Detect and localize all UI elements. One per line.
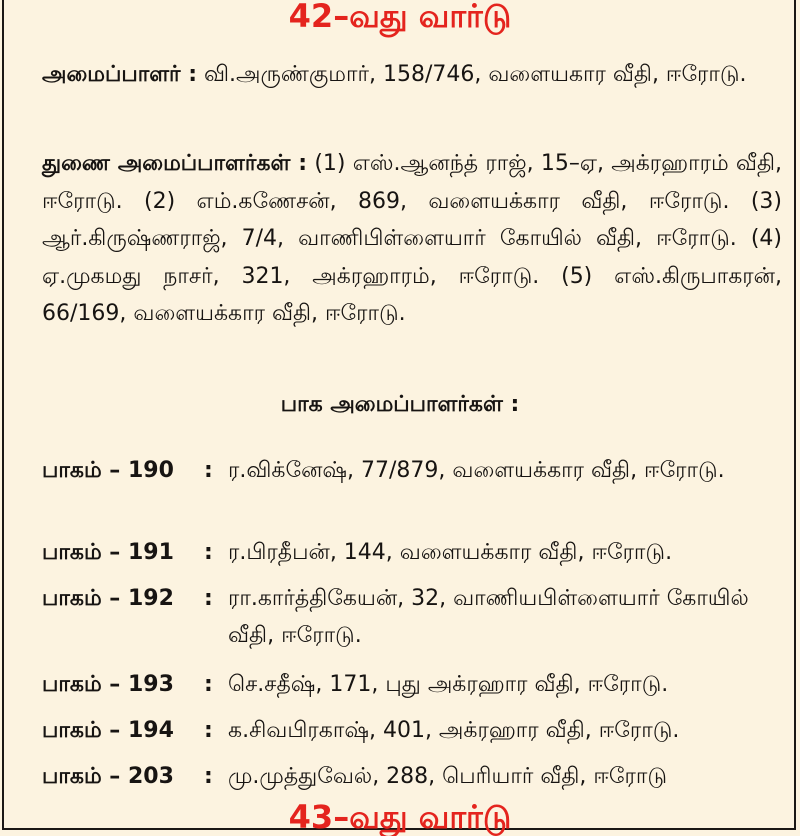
part-number: பாகம் – 192 bbox=[42, 586, 174, 611]
part-number: பாகம் – 194 bbox=[42, 718, 174, 743]
part-row bbox=[42, 712, 792, 749]
separator-colon: : bbox=[204, 672, 213, 697]
part-entry: மு.முத்துவேல், 288, பெரியார் வீதி, ஈரோடு bbox=[228, 764, 668, 789]
part-entry: செ.சதீஷ், 171, புது அக்ரஹார வீதி, ஈரோடு. bbox=[228, 672, 669, 697]
part-number: பாகம் – 203 bbox=[42, 764, 174, 789]
part-number: பாகம் – 190 bbox=[42, 458, 174, 483]
separator-colon: : bbox=[204, 718, 213, 743]
convener-label: அமைப்பாளர் : bbox=[42, 62, 198, 87]
part-conveners-heading: பாக அமைப்பாளர்கள் : bbox=[280, 392, 520, 417]
part-row bbox=[42, 758, 792, 795]
part-row bbox=[42, 580, 792, 654]
part-number: பாகம் – 191 bbox=[42, 540, 174, 565]
separator-colon: : bbox=[204, 540, 213, 565]
separator-colon: : bbox=[204, 458, 213, 483]
deputy-conveners-text: (1) எஸ்.ஆனந்த் ராஜ், 15–ஏ, அக்ரஹாரம் வீதி, ஈரோடு. (2) எம்.கணேசன், 869, வளையக்கார வீதி, ஈரோடு. (3) ஆர்.கிருஷ்ணராஜ், 7/4, வாணிபிள்ளையார் கோயில் வீதி, ஈரோடு. (4) ஏ.முகமது நாசர், 321, அக்ரஹாரம், ஈரோடு. (5) எஸ்.கிருபாகரன், 66/169, வளையக்கார வீதி, ஈரோடு. bbox=[42, 151, 782, 326]
convener-paragraph bbox=[42, 56, 782, 94]
part-entry: ரா.கார்த்திகேயன், 32, வாணியபிள்ளையார் கோயில் வீதி, ஈரோடு. bbox=[228, 586, 749, 648]
part-entry: ர.பிரதீபன், 144, வளையக்கார வீதி, ஈரோடு. bbox=[228, 540, 673, 565]
next-ward-heading: 43–வது வார்டு bbox=[288, 798, 512, 836]
deputy-conveners-paragraph bbox=[42, 145, 782, 333]
part-number: பாகம் – 193 bbox=[42, 672, 174, 697]
separator-colon: : bbox=[204, 764, 213, 789]
separator-colon: : bbox=[204, 586, 213, 611]
part-row bbox=[42, 666, 792, 703]
part-row bbox=[42, 452, 792, 489]
deputy-conveners-label: துணை அமைப்பாளர்கள் : bbox=[42, 151, 308, 176]
part-row bbox=[42, 534, 792, 571]
ward-heading: 42–வது வார்டு bbox=[288, 0, 512, 35]
part-entry: க.சிவபிரகாஷ், 401, அக்ரஹார வீதி, ஈரோடு. bbox=[228, 718, 680, 743]
convener-text: வி.அருண்குமார், 158/746, வளையகார வீதி, ஈரோடு. bbox=[204, 62, 747, 87]
part-entry: ர.விக்னேஷ், 77/879, வளையக்கார வீதி, ஈரோடு. bbox=[228, 458, 725, 483]
